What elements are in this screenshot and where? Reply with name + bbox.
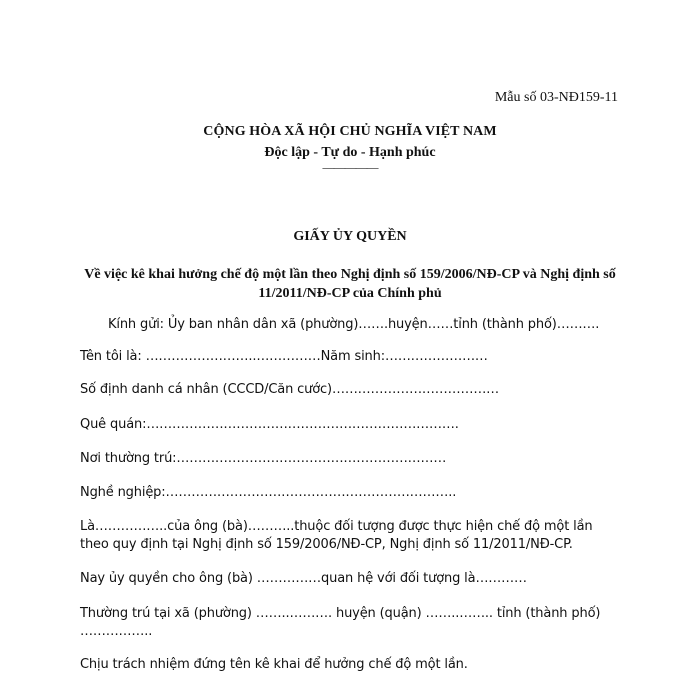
- recipient-line: Kính gửi: Ủy ban nhân dân xã (phường)…….huyện……tỉnh (thành phố)……….: [108, 317, 600, 332]
- relation-paragraph: Là……………..của ông (bà)………..thuộc đối tượng được thực hiện chế độ một lần theo quy định tại Nghị định số 159/2006/NĐ-CP, Nghị định số 11/2011/NĐ-CP.: [80, 519, 593, 552]
- hometown-line: Quê quán:……………………………………………………………….: [80, 417, 459, 432]
- address-paragraph: Thường trú tại xã (phường) ……..………. huyện (quận) ……..…….. tỉnh (thành phố) ……………..: [80, 606, 601, 639]
- document-subtitle: Về việc kê khai hưởng chế độ một lần theo Nghị định số 159/2006/NĐ-CP và Nghị định số 11/2011/NĐ-CP của Chính phủ: [84, 267, 616, 301]
- id-number-line: Số định danh cá nhân (CCCD/Căn cước)…………………………………: [80, 382, 500, 397]
- authorization-line: Nay ủy quyền cho ông (bà) ……………quan hệ với đối tượng là…………: [80, 571, 527, 586]
- country-heading: CỘNG HÒA XÃ HỘI CHỦ NGHĨA VIỆT NAM: [203, 124, 497, 139]
- document-title: GIẤY ỦY QUYỀN: [293, 229, 407, 244]
- occupation-line: Nghề nghiệp:…………………………………………………………..: [80, 485, 457, 500]
- residence-line: Nơi thường trú:………………………………………………………: [80, 451, 447, 466]
- heading-rule: —————: [322, 160, 378, 174]
- national-motto: Độc lập - Tự do - Hạnh phúc: [264, 145, 436, 160]
- form-code: Mẫu số 03-NĐ159-11: [494, 90, 618, 105]
- responsibility-line: Chịu trách nhiệm đứng tên kê khai để hưởng chế độ một lần.: [80, 657, 468, 672]
- name-line: Tên tôi là: ……………………..……………Năm sinh:……………………: [80, 349, 488, 364]
